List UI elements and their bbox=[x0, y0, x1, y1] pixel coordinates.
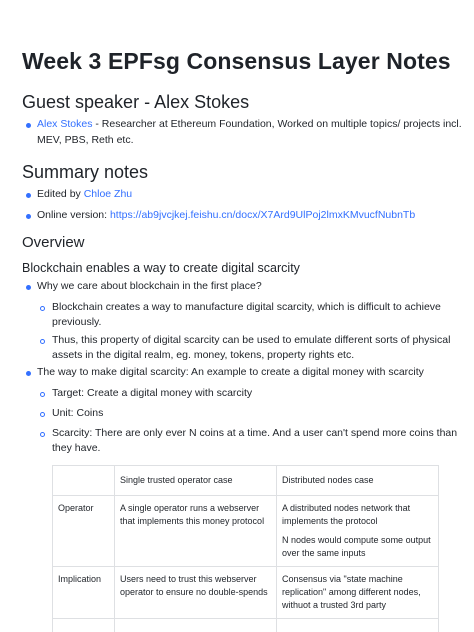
guest-desc-line2: MEV, PBS, Reth etc. bbox=[37, 134, 134, 146]
sub-bullet-ring bbox=[40, 392, 45, 397]
table-row-label: Operator bbox=[53, 496, 115, 567]
online-version-label: Online version: bbox=[37, 209, 110, 221]
bullet-dot bbox=[26, 123, 31, 128]
table-header-cell bbox=[53, 466, 115, 496]
online-version-line bbox=[37, 207, 415, 223]
way-item: The way to make digital scarcity: An example to create a digital money with scarcity bbox=[37, 366, 424, 378]
table-header-cell: Single trusted operator case bbox=[115, 466, 277, 496]
comparison-table bbox=[52, 465, 439, 632]
sub-bullet-ring bbox=[40, 412, 45, 417]
why-sub1-line1: Blockchain creates a way to manufacture digital scarcity, which is difficult to achieve bbox=[52, 301, 441, 313]
bullet-dot bbox=[26, 371, 31, 376]
online-version-link[interactable]: https://ab9jvcjkej.feishu.cn/docx/X7Ard9UlPoj2lmxKMvucfNubnTb bbox=[109, 209, 416, 221]
table-row bbox=[53, 619, 439, 632]
bullet-dot bbox=[26, 193, 31, 198]
table-row bbox=[53, 496, 439, 567]
bullet-dot bbox=[26, 285, 31, 290]
table-header-cell: Distributed nodes case bbox=[277, 466, 439, 496]
table-cell-empty bbox=[53, 619, 115, 632]
why-sub2-line2: assets in the digital realm, eg. money, tokens, property rights etc. bbox=[52, 349, 355, 361]
table-header-row bbox=[53, 466, 439, 496]
overview-subheading: Blockchain enables a way to create digital scarcity bbox=[22, 261, 300, 275]
summary-heading: Summary notes bbox=[22, 162, 149, 182]
table-row bbox=[53, 567, 439, 619]
edited-by-line bbox=[37, 186, 132, 202]
way-sub3-line2: they have. bbox=[52, 442, 101, 454]
overview-heading: Overview bbox=[22, 234, 85, 251]
table-cell-empty bbox=[115, 619, 277, 632]
guest-heading: Guest speaker - Alex Stokes bbox=[22, 92, 250, 112]
guest-desc-text: - Researcher at Ethereum Foundation, Worked on multiple topics/ projects incl. bbox=[92, 118, 462, 130]
sub-bullet-ring bbox=[40, 306, 45, 311]
way-sub1: Target: Create a digital money with scarcity bbox=[52, 387, 253, 399]
why-sub2-line1: Thus, this property of digital scarcity can be used to emulate different sorts of physical bbox=[52, 334, 451, 346]
why-sub1-line2: previously. bbox=[52, 316, 102, 328]
guest-desc-line1 bbox=[37, 116, 462, 132]
bullet-dot bbox=[26, 214, 31, 219]
chloe-zhu-link[interactable]: Chloe Zhu bbox=[83, 188, 133, 200]
table-cell bbox=[277, 496, 439, 567]
table-cell-text: N nodes would compute some output over the same inputs bbox=[282, 535, 431, 558]
table-row-label: Implication bbox=[53, 567, 115, 619]
sub-bullet-ring bbox=[40, 432, 45, 437]
table-cell-text: A distributed nodes network that implements the protocol bbox=[282, 503, 411, 526]
alex-stokes-link[interactable]: Alex Stokes bbox=[37, 118, 93, 130]
why-item: Why we care about blockchain in the first place? bbox=[37, 280, 262, 292]
table-cell: Users need to trust this webserver operator to ensure no double-spends bbox=[115, 567, 277, 619]
edited-by-label: Edited by bbox=[37, 188, 84, 200]
table-cell: A single operator runs a webserver that implements this money protocol bbox=[115, 496, 277, 567]
way-sub3-line1: Scarcity: There are only ever N coins at a time. And a user can't spend more coins than bbox=[52, 427, 458, 439]
way-sub2: Unit: Coins bbox=[52, 407, 104, 419]
page-title: Week 3 EPFsg Consensus Layer Notes bbox=[22, 48, 451, 74]
table-cell: Consensus via "state machine replication" among different nodes, withuot a trusted 3rd party bbox=[277, 567, 439, 619]
sub-bullet-ring bbox=[40, 339, 45, 344]
table-cell-empty bbox=[277, 619, 439, 632]
